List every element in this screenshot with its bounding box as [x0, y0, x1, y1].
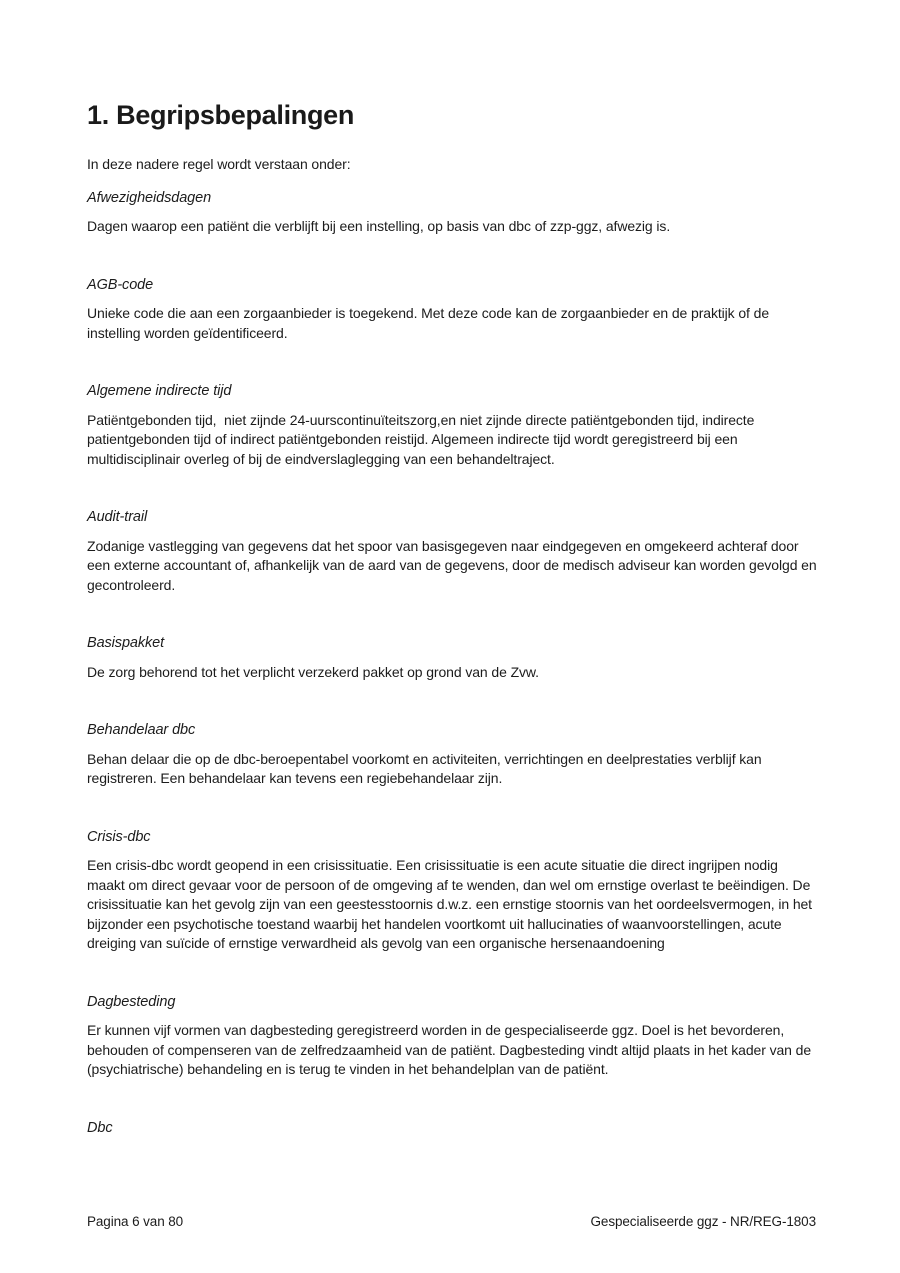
footer-document-reference: Gespecialiseerde ggz - NR/REG-1803	[590, 1214, 816, 1229]
definition-term: Algemene indirecte tijd	[87, 383, 232, 400]
definition-term: AGB-code	[87, 276, 154, 293]
definition-description: Er kunnen vijf vormen van dagbesteding geregistreerd worden in de gespecialiseerde ggz. Doel is het bevorderen, behouden of compenseren van de zelfredzaamheid van de patiënt. Dagbesteding vindt altijd plaats in het kader van de (psychiatrische) behandeling en is terug te vinden in het behandelplan van de patiënt.	[87, 1022, 815, 1078]
definition-term: Afwezigheidsdagen	[87, 189, 212, 206]
definition-block	[87, 189, 818, 237]
definition-description: Een crisis-dbc wordt geopend in een crisissituatie. Een crisissituatie is een acute situatie die direct ingrijpen nodig maakt om direct gevaar voor de persoon of de omgeving af te wenden, dan wel om ernstige overlast te beëindigen. De crisissituatie kan het gevolg zijn van een geestesstoornis d.w.z. een ernstige stoornis van het oordeelsvermogen, in het bijzonder een psychotische toestand waarbij het handelen voortkomt uit hallucinaties of waanvoorstellingen, acute dreiging van suïcide of ernstige verwardheid als gevolg van een organische hersenaandoening	[87, 857, 816, 952]
definition-description: De zorg behorend tot het verplicht verzekerd pakket op grond van de Zvw.	[87, 663, 539, 680]
definition-block	[87, 828, 818, 954]
page-footer	[87, 1213, 816, 1230]
definition-description: Dagen waarop een patiënt die verblijft bij een instelling, op basis van dbc of zzp-ggz, afwezig is.	[87, 218, 671, 235]
definition-block	[87, 382, 818, 469]
definition-block	[87, 721, 818, 789]
intro-text: In deze nadere regel wordt verstaan onder:	[87, 156, 351, 173]
definition-block	[87, 276, 818, 344]
definition-term: Dbc	[87, 1119, 113, 1136]
definition-term: Behandelaar dbc	[87, 722, 196, 739]
definition-description: Patiëntgebonden tijd, niet zijnde 24-uurscontinuïteitszorg,en niet zijnde directe patiëntgebonden tijd, indirecte patientgebonden tijd of indirect patiëntgebonden reistijd. Algemeen indirecte tijd wordt geregistreerd bij een multidisciplinair overleg of bij de eindverslaglegging van een behandeltraject.	[87, 411, 759, 467]
footer-page-indicator: Pagina 6 van 80	[87, 1214, 184, 1229]
definition-term: Dagbesteding	[87, 993, 176, 1010]
definition-term: Basispakket	[87, 635, 165, 652]
definition-description: Behan delaar die op de dbc-beroepentabel voorkomt en activiteiten, verrichtingen en deelprestaties verblijf kan registreren. Een behandelaar kan tevens een regiebehandelaar zijn.	[87, 750, 766, 787]
definition-term: Audit-trail	[87, 509, 148, 526]
definition-block	[87, 1119, 818, 1139]
definition-block	[87, 634, 818, 682]
definition-description: Zodanige vastlegging van gegevens dat het spoor van basisgegeven naar eindgegeven en omgekeerd achteraf door een externe accountant of, afhankelijk van de aard van de gegevens, door de medisch adviseur kan worden gevolgd en gecontroleerd.	[87, 537, 821, 593]
page-title: 1. Begripsbepalingen	[87, 100, 355, 131]
definition-term: Crisis-dbc	[87, 828, 151, 845]
definition-block	[87, 508, 821, 595]
definition-block	[87, 993, 818, 1080]
definition-description: Unieke code die aan een zorgaanbieder is toegekend. Met deze code kan de zorgaanbieder en de praktijk of de instelling worden geïdentificeerd.	[87, 305, 773, 341]
